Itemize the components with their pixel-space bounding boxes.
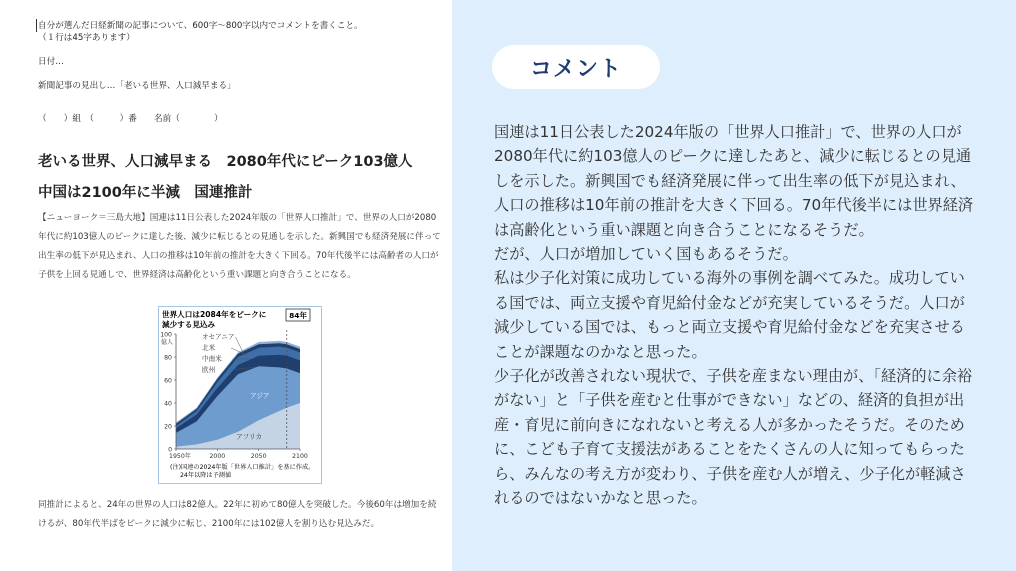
instruction-line2: （１行は45字あります） — [38, 33, 135, 43]
text-cursor — [36, 19, 37, 32]
y-tick-label-0: 0 — [168, 446, 172, 454]
x-tick-label-2050: 2050 — [250, 453, 267, 460]
comment-body — [494, 120, 974, 511]
y-tick-label-60: 60 — [164, 377, 172, 385]
y-tick-label-100: 100 — [160, 331, 172, 339]
comment-label: コメント — [529, 56, 622, 82]
chart-note-line1: (注)国連の2024年版「世界人口推計」を基に作成。 — [170, 464, 315, 471]
y-tick-label-80: 80 — [164, 354, 172, 362]
y-tick-label-40: 40 — [164, 400, 172, 408]
population-chart — [158, 306, 322, 484]
article-title-1: 老いる世界、人口減早まる 2080年代にピーク103億人 — [38, 154, 413, 170]
instruction-line1: 自分が選んだ日経新聞の記事について、600字～800字以内でコメントを書くこと。 — [38, 21, 363, 31]
peak-annotation-label: 84年 — [289, 311, 307, 320]
article-title-2: 中国は2100年に半減 国連推計 — [38, 185, 253, 201]
y-tick-label-20: 20 — [164, 423, 172, 431]
comment-paragraph-4: 少子化が改善されない現状で、子供を産まない理由が、「経済的に余裕がない」と「子供を産むと仕事ができない」などの、経済的負担が出産・育児に前向きになれないと考える人が多かったそうだ。そのために、こども子育て支援法があることをたくさんの人に知ってもらったら、みんなの考え方が変わり、子供を産む人が増え、少子化が軽減されるのではないかなと思った。 — [494, 367, 973, 508]
comment-label-pill — [492, 45, 660, 89]
peak-annotation-box — [286, 309, 310, 321]
chart-title: 世界人口は2084年をピークに減少する見込み — [162, 310, 267, 329]
comment-paragraph-2: だが、人口が増加していく国もあるそうだ。 — [494, 245, 798, 264]
class-info: （ ）組 （ ）番 名前（ ） — [38, 114, 223, 124]
plot-area — [160, 330, 308, 460]
series-label-中南米: 中南米 — [202, 355, 222, 363]
worksheet-panel — [0, 0, 452, 571]
date-label: 日付… — [38, 57, 64, 67]
series-label-北米: 北米 — [202, 344, 216, 352]
headline-label: 新聞記事の見出し…「老いる世界、人口減早まる」 — [38, 81, 236, 91]
series-label-オセアニア: オセアニア — [202, 333, 235, 341]
x-tick-label-2100: 2100 — [292, 453, 308, 460]
x-tick-label-1950: 1950年 — [169, 453, 191, 460]
chart-note-line2: 24年以降は予測値 — [180, 472, 232, 479]
article-lead: 【ニューヨーク＝三島大地】国連は11日公表した2024年版の「世界人口推計」で、世界の人口が2080年代に約103億人のピークに達した後、減少に転じるとの見通しを示した。新興国でも経済発展に伴って出生率の低下が見込まれ、人口の推移は10年前の推計を大きく下回る。70年代後半には高齢者の人口が子供を上回る見通しで、世界経済は高齢化という重い課題と向き合うことになる。 — [38, 213, 441, 280]
article-closing: 同推計によると、24年の世界の人口は82億人。22年に初めて80億人を突破した。今後60年は増加を続けるが、80年代半ばをピークに減少に転じ、2100年には102億人を割り込む見込みだ。 — [38, 500, 437, 529]
y-unit-label: 億人 — [161, 339, 174, 346]
comment-paragraph-1: 国連は11日公表した2024年版の「世界人口推計」で、世界の人口が2080年代に約103億人のピークに達したあと、減少に転じるとの見通しを示した。新興国でも経済発展に伴って出生率の低下が見込まれ、人口の推移は10年前の推計を大きく下回る。70年代後半には世界経済は高齢化という重い課題と向き合うことになるそうだ。 — [494, 123, 974, 239]
comment-paragraph-3: 私は少子化対策に成功している海外の事例を調べてみた。成功している国では、両立支援や育児給付金などが充実しているそうだ。人口が減少している国では、もっと両立支援や育児給付金などを充実させることが課題なのかなと思った。 — [494, 269, 965, 361]
series-label-欧州: 欧州 — [202, 366, 216, 374]
x-tick-label-2000: 2000 — [209, 453, 226, 460]
series-label-アジア: アジア — [250, 392, 270, 400]
series-label-アフリカ: アフリカ — [236, 433, 263, 441]
